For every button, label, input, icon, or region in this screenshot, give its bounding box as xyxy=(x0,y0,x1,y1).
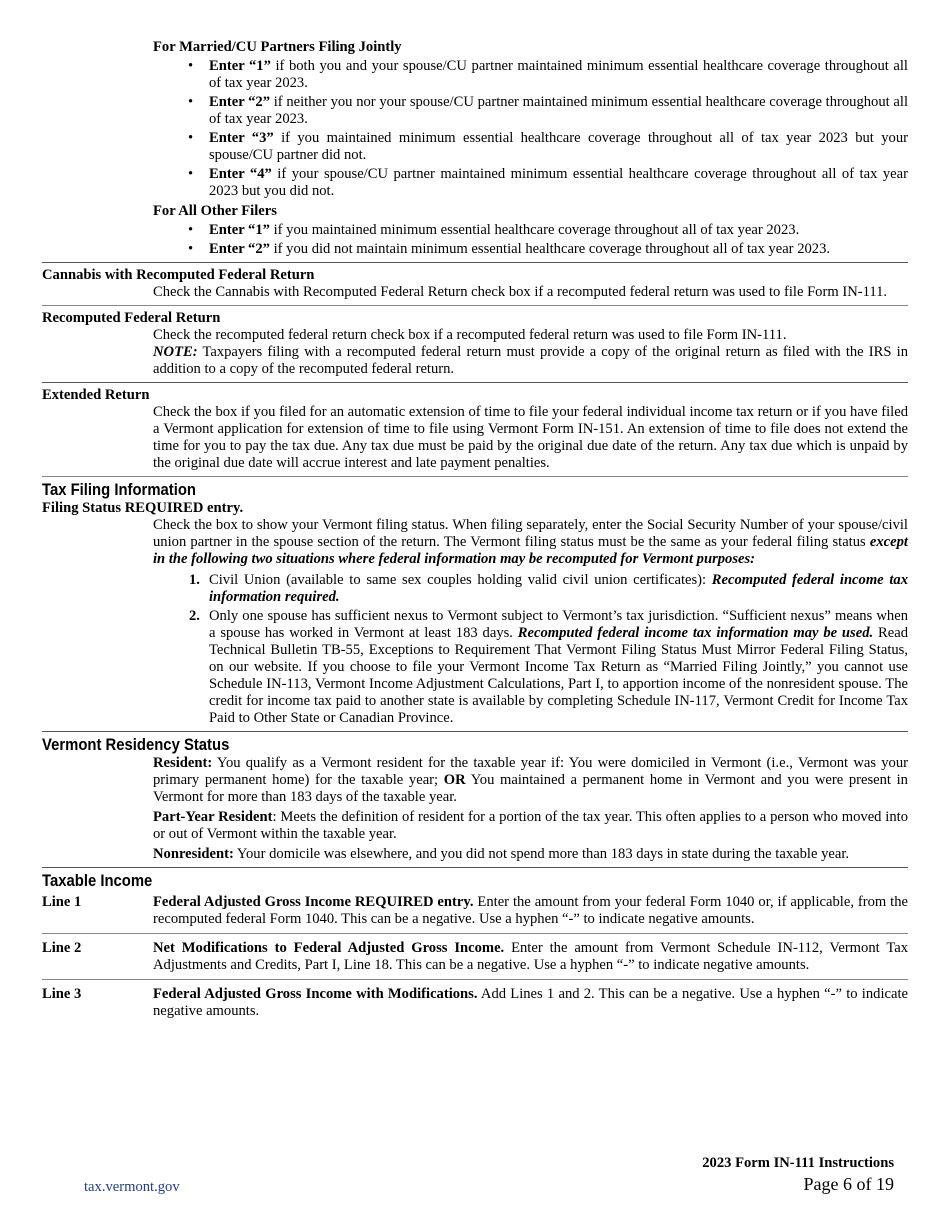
line-number: Line 3 xyxy=(42,986,82,1002)
resident-or: OR xyxy=(443,772,466,788)
line-title: Federal Adjusted Gross Income with Modifications. xyxy=(153,986,478,1002)
list-item-text: if neither you nor your spouse/CU partner maintained minimum essential healthcare coverage throughout all of tax year 2023. xyxy=(209,94,908,127)
recomputed-section xyxy=(42,305,908,378)
resident-text-a: You qualify as a Vermont resident for the taxable year if: You were domiciled in Vermont (i.e., Vermont was your primary permanent home) for the taxable year; xyxy=(153,755,908,788)
list-item xyxy=(153,222,908,239)
other-list xyxy=(153,222,908,258)
list-item xyxy=(153,241,908,258)
line-2-section xyxy=(42,933,908,974)
list-item-lead: Enter “1” xyxy=(209,58,271,74)
residency-section xyxy=(42,731,908,863)
list-item-text: if you maintained minimum essential healthcare coverage throughout all of tax year 2023. xyxy=(269,222,800,238)
list-item-lead: Enter “2” xyxy=(209,241,270,257)
line-title: Net Modifications to Federal Adjusted Gross Income. xyxy=(153,940,505,956)
nonresident-definition xyxy=(153,846,908,863)
list-item-text: if both you and your spouse/CU partner maintained minimum essential healthcare coverage throughout all of tax year 2023. xyxy=(209,58,908,91)
list-item-lead: Enter “2” xyxy=(209,94,271,110)
list-item-text: Only one spouse has sufficient nexus to Vermont subject to Vermont’s tax jurisdiction. “Sufficient nexus” means when a spouse has worked in Vermont at least 183 days. xyxy=(209,608,908,641)
list-item-text: Civil Union (available to same sex couples holding valid civil union certificates): xyxy=(209,572,712,588)
other-heading: For All Other Filers xyxy=(153,203,277,219)
line-number: Line 1 xyxy=(42,894,82,910)
extended-section xyxy=(42,382,908,472)
line-description xyxy=(153,940,908,974)
line-text: Enter the amount from Vermont Schedule IN-112, Vermont Tax Adjustments and Credits, Part I, Line 18. This can be a negative. Use a hyphen “-” to indicate negative amounts. xyxy=(153,940,908,973)
taxable-income-section xyxy=(42,867,908,928)
list-item xyxy=(153,572,908,606)
list-item-emph: Recomputed federal income tax information may be used. xyxy=(517,625,874,641)
resident-text-b: You maintained a permanent home in Vermont and you were present in Vermont for more than 183 days of the taxable year. xyxy=(153,772,908,805)
married-heading: For Married/CU Partners Filing Jointly xyxy=(153,39,402,55)
line-1-row xyxy=(42,894,908,928)
filing-exceptions-list xyxy=(153,572,908,727)
note-text: Taxpayers filing with a recomputed federal return must provide a copy of the original return as filed with the IRS in addition to a copy of the recomputed federal return. xyxy=(153,344,908,377)
filing-status-label: Filing Status REQUIRED entry. xyxy=(42,500,244,516)
list-item xyxy=(153,94,908,128)
taxable-income-heading: Taxable Income xyxy=(42,872,153,890)
recomputed-text xyxy=(153,327,908,378)
list-item-text: if your spouse/CU partner maintained minimum essential healthcare coverage throughout all of tax year 2023 but you did not. xyxy=(209,166,908,199)
resident-label: Resident: xyxy=(153,755,213,771)
filing-status-emph: except in the following two situations where federal information may be recomputed for Vermont purposes: xyxy=(153,534,908,567)
married-list xyxy=(153,58,908,200)
list-item-rest: Read Technical Bulletin TB-55, Exceptions to Requirement That Vermont Filing Status Must Mirror Federal Filing Status, on our website. If you choose to file your Vermont Income Tax Return as “Married Filing Jointly,” you cannot use Schedule IN-113, Vermont Income Adjustment Calculations, Part I, to apportion income of the nonresident spouse. The credit for income tax paid to another state is available by completing Schedule IN-117, Vermont Credit for Income Tax Paid to Other State or Canadian Province. xyxy=(209,625,908,726)
line-2-row xyxy=(42,940,908,974)
tax-filing-heading: Tax Filing Information xyxy=(42,481,196,499)
line-title: Federal Adjusted Gross Income REQUIRED entry. xyxy=(153,894,474,910)
line-text: Enter the amount from your federal Form 1040 or, if applicable, from the recomputed federal Form 1040. This can be a negative. Use a hyphen “-” to indicate negative amounts. xyxy=(153,894,909,927)
footer-form-title: 2023 Form IN-111 Instructions xyxy=(702,1155,894,1171)
tax-filing-section xyxy=(42,476,908,727)
list-item-lead: Enter “4” xyxy=(209,166,272,182)
list-item xyxy=(153,608,908,727)
list-item-emph: Recomputed federal income tax information required. xyxy=(209,572,909,605)
line-text: Add Lines 1 and 2. This can be a negative. Use a hyphen “-” to indicate negative amounts. xyxy=(153,986,908,1019)
filing-status-text xyxy=(153,517,908,727)
list-item xyxy=(153,166,908,200)
extended-title: Extended Return xyxy=(42,387,150,403)
filing-status-body: Check the box to show your Vermont filing status. When filing separately, enter the Social Security Number of your spouse/civil union partner in the spouse section of the return. The Vermont filing status must be the same as your federal filing status xyxy=(153,517,908,550)
residency-heading: Vermont Residency Status xyxy=(42,736,230,754)
list-item xyxy=(153,130,908,164)
list-item-lead: Enter “1” xyxy=(209,222,270,238)
line-description xyxy=(153,986,908,1020)
footer-page-number: Page 6 of 19 xyxy=(803,1174,894,1194)
recomputed-title: Recomputed Federal Return xyxy=(42,310,221,326)
list-number: 2. xyxy=(189,608,200,624)
list-item-text: if you maintained minimum essential healthcare coverage throughout all of tax year 2023 but your spouse/CU partner did not. xyxy=(209,130,908,163)
list-item-text: if you did not maintain minimum essential healthcare coverage throughout all of tax year 2023. xyxy=(269,241,831,257)
extended-text: Check the box if you filed for an automatic extension of time to file your federal individual income tax return or if you have filed a Vermont application for extension of time to file using Vermont Form IN-151. An extension of time to file does not extend the time for you to pay the tax due. Any tax due must be paid by the original due date of the return. Any tax due which is unpaid by the original due date will accrue interest and late payment penalties. xyxy=(153,404,908,471)
recomputed-body: Check the recomputed federal return check box if a recomputed federal return was used to file Form IN-111. xyxy=(153,327,787,343)
cannabis-section xyxy=(42,262,908,301)
note-label: NOTE: xyxy=(153,344,198,360)
document-page xyxy=(42,38,908,1020)
nonresident-text: Your domicile was elsewhere, and you did not spend more than 183 days in state during the taxable year. xyxy=(233,846,850,862)
line-3-row xyxy=(42,986,908,1020)
nonresident-label: Nonresident: xyxy=(153,846,234,862)
footer-website-link[interactable]: tax.vermont.gov xyxy=(84,1179,180,1195)
cannabis-text: Check the Cannabis with Recomputed Federal Return check box if a recomputed federal return was used to file Form IN-111. xyxy=(153,284,888,300)
resident-definition xyxy=(153,755,908,806)
married-filers-block xyxy=(153,39,908,258)
list-item-lead: Enter “3” xyxy=(209,130,274,146)
line-description xyxy=(153,894,908,928)
part-year-label: Part-Year Resident xyxy=(153,809,273,825)
line-3-section xyxy=(42,979,908,1020)
part-year-text: : Meets the definition of resident for a portion of the tax year. This often applies to a person who moved into or out of Vermont within the taxable year. xyxy=(153,809,908,842)
list-number: 1. xyxy=(189,572,200,588)
line-number: Line 2 xyxy=(42,940,82,956)
list-item xyxy=(153,58,908,92)
part-year-definition xyxy=(153,809,908,843)
cannabis-title: Cannabis with Recomputed Federal Return xyxy=(42,267,315,283)
